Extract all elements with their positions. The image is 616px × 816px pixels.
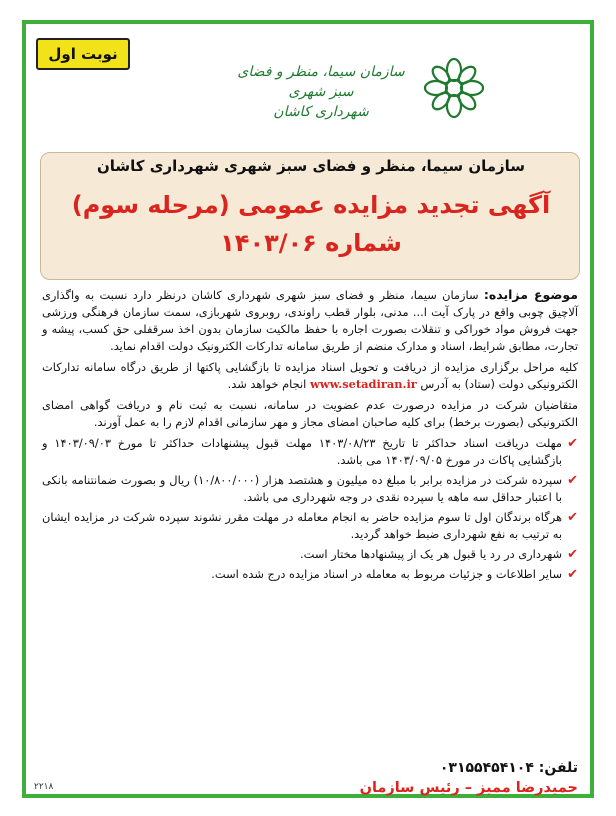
ad-code: ۲۲۱۸ [34, 782, 54, 792]
list-item [42, 509, 578, 543]
edition-badge: نوبت اول [36, 38, 130, 70]
list-item-text: مهلت دریافت اسناد حداکثر تا تاریخ ۱۴۰۳/۰۸/۲۳ مهلت قبول پیشنهادات حداکثر تا مورخ ۱۴۰۳/۰۹/۰۳ و بازگشایی پاکات در مورخ ۱۴۰۳/۰۹/۰۵ می باشد. [42, 436, 562, 467]
list-item [42, 472, 578, 506]
checkmark-icon: ✔ [567, 473, 578, 488]
procedure-paragraph [42, 359, 578, 393]
checkmark-icon: ✔ [567, 567, 578, 582]
notice-number: شماره ۱۴۰۳/۰۶ [220, 229, 402, 257]
list-item-text: هرگاه برندگان اول تا سوم مزایده حاضر به انجام معامله در مهلت مقرر نشوند سپرده شرکت در مزایده ایشان به ترتیب به نفع شهرداری ضبط خواهد گردید. [42, 510, 562, 541]
topic-label: موضوع مزایده: [483, 287, 578, 302]
header-box [40, 152, 580, 280]
procedure-text-b: انجام خواهد شد. [227, 377, 307, 391]
flower-emblem-icon [422, 56, 486, 120]
logo-text [226, 62, 416, 122]
topic-paragraph [42, 286, 578, 355]
list-item-text: سپرده شرکت در مزایده برابر با مبلغ ده میلیون و هشتصد هزار (۱۰/۸۰۰/۰۰۰) ریال و بصورت ضمانتنامه بانکی با اعتبار حداقل سه ماهه یا سپرده نقدی در وجه شهرداری می باشد. [42, 473, 562, 504]
checkmark-icon: ✔ [567, 510, 578, 525]
checkmark-icon: ✔ [567, 547, 578, 562]
list-item [42, 566, 578, 583]
notice-footer [42, 760, 578, 800]
list-item-text: شهرداری در رد یا قبول هر یک از پیشنهادها مختار است. [300, 547, 562, 561]
notice-frame [22, 20, 594, 798]
list-item-text: سایر اطلاعات و جزئیات مربوط به معامله در اسناد مزایده درج شده است. [211, 567, 562, 581]
checkmark-icon: ✔ [567, 436, 578, 451]
conditions-list [42, 435, 578, 583]
logo-line-1: سازمان سیما، منظر و فضای سبز شهری [237, 64, 405, 100]
list-item [42, 546, 578, 563]
topic-text: سازمان سیما، منظر و فضای سبز شهری شهرداری کاشان درنظر دارد نسبت به واگذاری آلاچیق چوبی واقع در پارک آیت ا... مدنی، بلوار قطب راوندی، روبروی شهربازی، سمت سازمان فرهنگی ورزشی جهت فروش مواد خوراکی و تنقلات بصورت اجاره با حفظ مالکیت سازمان بدون اخذ سرقفلی حق کسب، پیشه و تجارت، مطابق شرایط، اسناد و مدارک منضم از طریق سامانه تدارکات الکترونیک دولت اقدام نماید. [42, 288, 578, 353]
registration-paragraph: متقاضیان شرکت در مزایده درصورت عدم عضویت در سامانه، نسبت به ثبت نام و دریافت گواهی امضای الکترونیکی (بصورت برخط) برای کلیه صاحبان امضای مجاز و مهر سازمانی اقدام لازم را به عمل آورند. [42, 398, 578, 429]
procedure-text-a: کلیه مراحل برگزاری مزایده از دریافت و تحویل اسناد مزایده تا بازگشایی پاکتها از طریق درگاه سامانه تدارکات الکترونیکی دولت (ستاد) به آدرس [42, 360, 578, 391]
organization-logo [226, 48, 486, 140]
phone-number: ۰۳۱۵۵۴۵۴۱۰۴ [439, 760, 534, 776]
signature: حمیدرضا ممیز – رئیس سازمان [359, 780, 578, 796]
phone-label: تلفن: [538, 760, 578, 776]
organization-title: سازمان سیما، منظر و فضای سبز شهری شهرداری کاشان [96, 157, 526, 175]
logo-line-2: شهرداری کاشان [273, 104, 369, 120]
notice-title: آگهی تجدید مزایده عمومی (مرحله سوم) [71, 191, 551, 219]
list-item [42, 435, 578, 469]
website-link[interactable]: www.setadiran.ir [309, 377, 417, 391]
phone-line [440, 760, 578, 776]
notice-body [42, 286, 578, 586]
